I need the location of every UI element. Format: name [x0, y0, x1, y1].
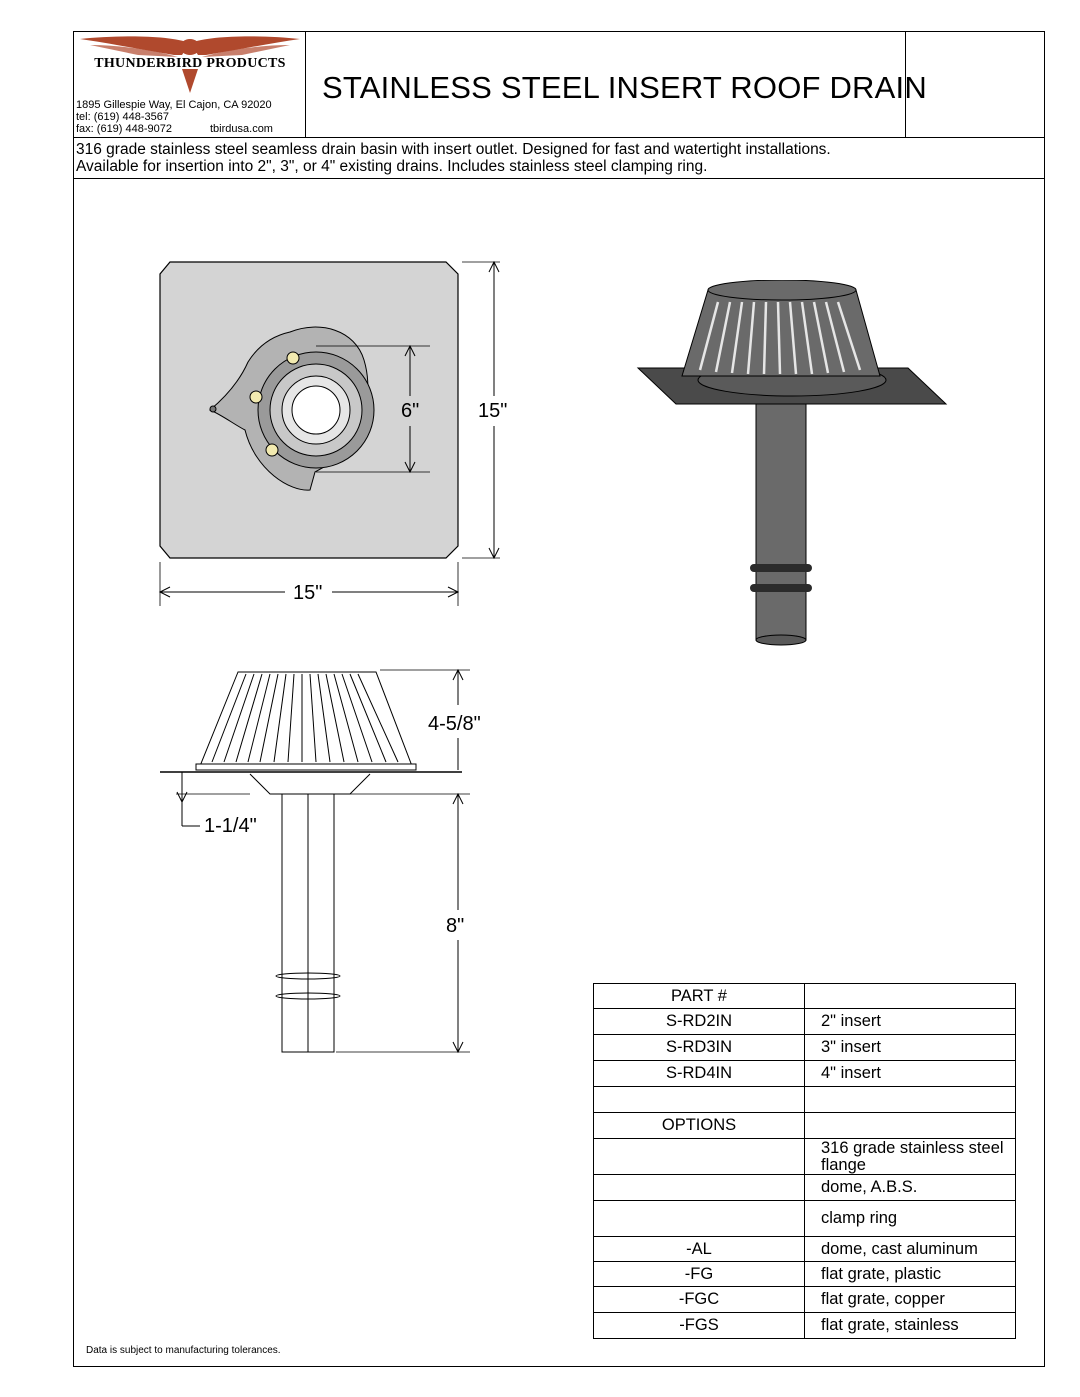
footnote: Data is subject to manufacturing tolerances. [86, 1345, 281, 1356]
table-header-part: PART # [594, 984, 805, 1009]
part-number: -FG [594, 1262, 805, 1287]
company-name: THUNDERBIRD PRODUCTS [94, 56, 286, 71]
dim-flange-height: 15" [478, 400, 508, 422]
parts-table [593, 983, 1016, 1339]
header-divider [73, 137, 1045, 138]
dim-opening: 6" [401, 400, 420, 422]
isometric-view-drawing [630, 280, 950, 650]
bolt-icon [287, 352, 299, 364]
dim-dome-height: 4-5/8" [428, 713, 481, 735]
table-row [594, 1201, 1016, 1237]
options-label: OPTIONS [594, 1113, 805, 1139]
table-row [594, 1035, 1016, 1061]
part-number [594, 1139, 805, 1175]
table-row [594, 1113, 1016, 1139]
part-number [594, 1175, 805, 1201]
part-description: 3" insert [805, 1035, 1016, 1061]
logo-divider [305, 31, 306, 138]
part-number: S-RD3IN [594, 1035, 805, 1061]
iso-dome [682, 290, 880, 376]
table-row [594, 1009, 1016, 1035]
side-view-drawing [150, 660, 510, 1060]
company-address: 1895 Gillespie Way, El Cajon, CA 92020 [76, 99, 272, 111]
table-row [594, 1087, 1016, 1113]
part-description [805, 1087, 1016, 1113]
top-view-drawing [150, 250, 530, 620]
iso-outlet-pipe [756, 404, 806, 640]
part-number: S-RD4IN [594, 1061, 805, 1087]
table-row [594, 1313, 1016, 1339]
part-description [805, 1113, 1016, 1139]
part-description: 2" insert [805, 1009, 1016, 1035]
page-title: STAINLESS STEEL INSERT ROOF DRAIN [322, 70, 927, 105]
part-number: S-RD2IN [594, 1009, 805, 1035]
dim-outlet-length: 8" [446, 915, 465, 937]
table-row [594, 1175, 1016, 1201]
table-row [594, 1061, 1016, 1087]
table-row [594, 1237, 1016, 1262]
table-header-row [594, 984, 1016, 1009]
part-number [594, 1201, 805, 1237]
dim-flange-drop: 1-1/4" [204, 815, 257, 837]
part-description: flat grate, stainless [805, 1313, 1016, 1339]
part-description: clamp ring [805, 1201, 1016, 1237]
part-number: -FGS [594, 1313, 805, 1339]
part-number: -AL [594, 1237, 805, 1262]
drain-outlet-hole [292, 386, 340, 434]
part-description: dome, cast aluminum [805, 1237, 1016, 1262]
part-description: 4" insert [805, 1061, 1016, 1087]
company-fax: fax: (619) 448-9072 [76, 123, 173, 135]
company-tel: tel: (619) 448-3567 [76, 111, 169, 123]
part-description: 316 grade stainless steel flange [805, 1139, 1016, 1175]
part-description: flat grate, plastic [805, 1262, 1016, 1287]
dim-flange-width: 15" [293, 582, 323, 604]
table-row [594, 1139, 1016, 1175]
bolt-icon [250, 391, 262, 403]
side-dome [200, 672, 412, 766]
part-number [594, 1087, 805, 1113]
part-description: flat grate, copper [805, 1287, 1016, 1313]
description-line-2: Available for insertion into 2", 3", or 4" existing drains. Includes stainless steel clamping ring. [76, 158, 708, 175]
clamp-pin-icon [210, 406, 216, 412]
iso-clamp-ring [750, 564, 812, 572]
iso-clamp-ring [750, 584, 812, 592]
company-website[interactable]: tbirdusa.com [210, 123, 273, 135]
part-description: dome, A.B.S. [805, 1175, 1016, 1201]
description-divider [73, 178, 1045, 179]
part-number: -FGC [594, 1287, 805, 1313]
table-row [594, 1262, 1016, 1287]
description-line-1: 316 grade stainless steel seamless drain basin with insert outlet. Designed for fast and watertight installations. [76, 141, 831, 158]
table-row [594, 1287, 1016, 1313]
bolt-icon [266, 444, 278, 456]
